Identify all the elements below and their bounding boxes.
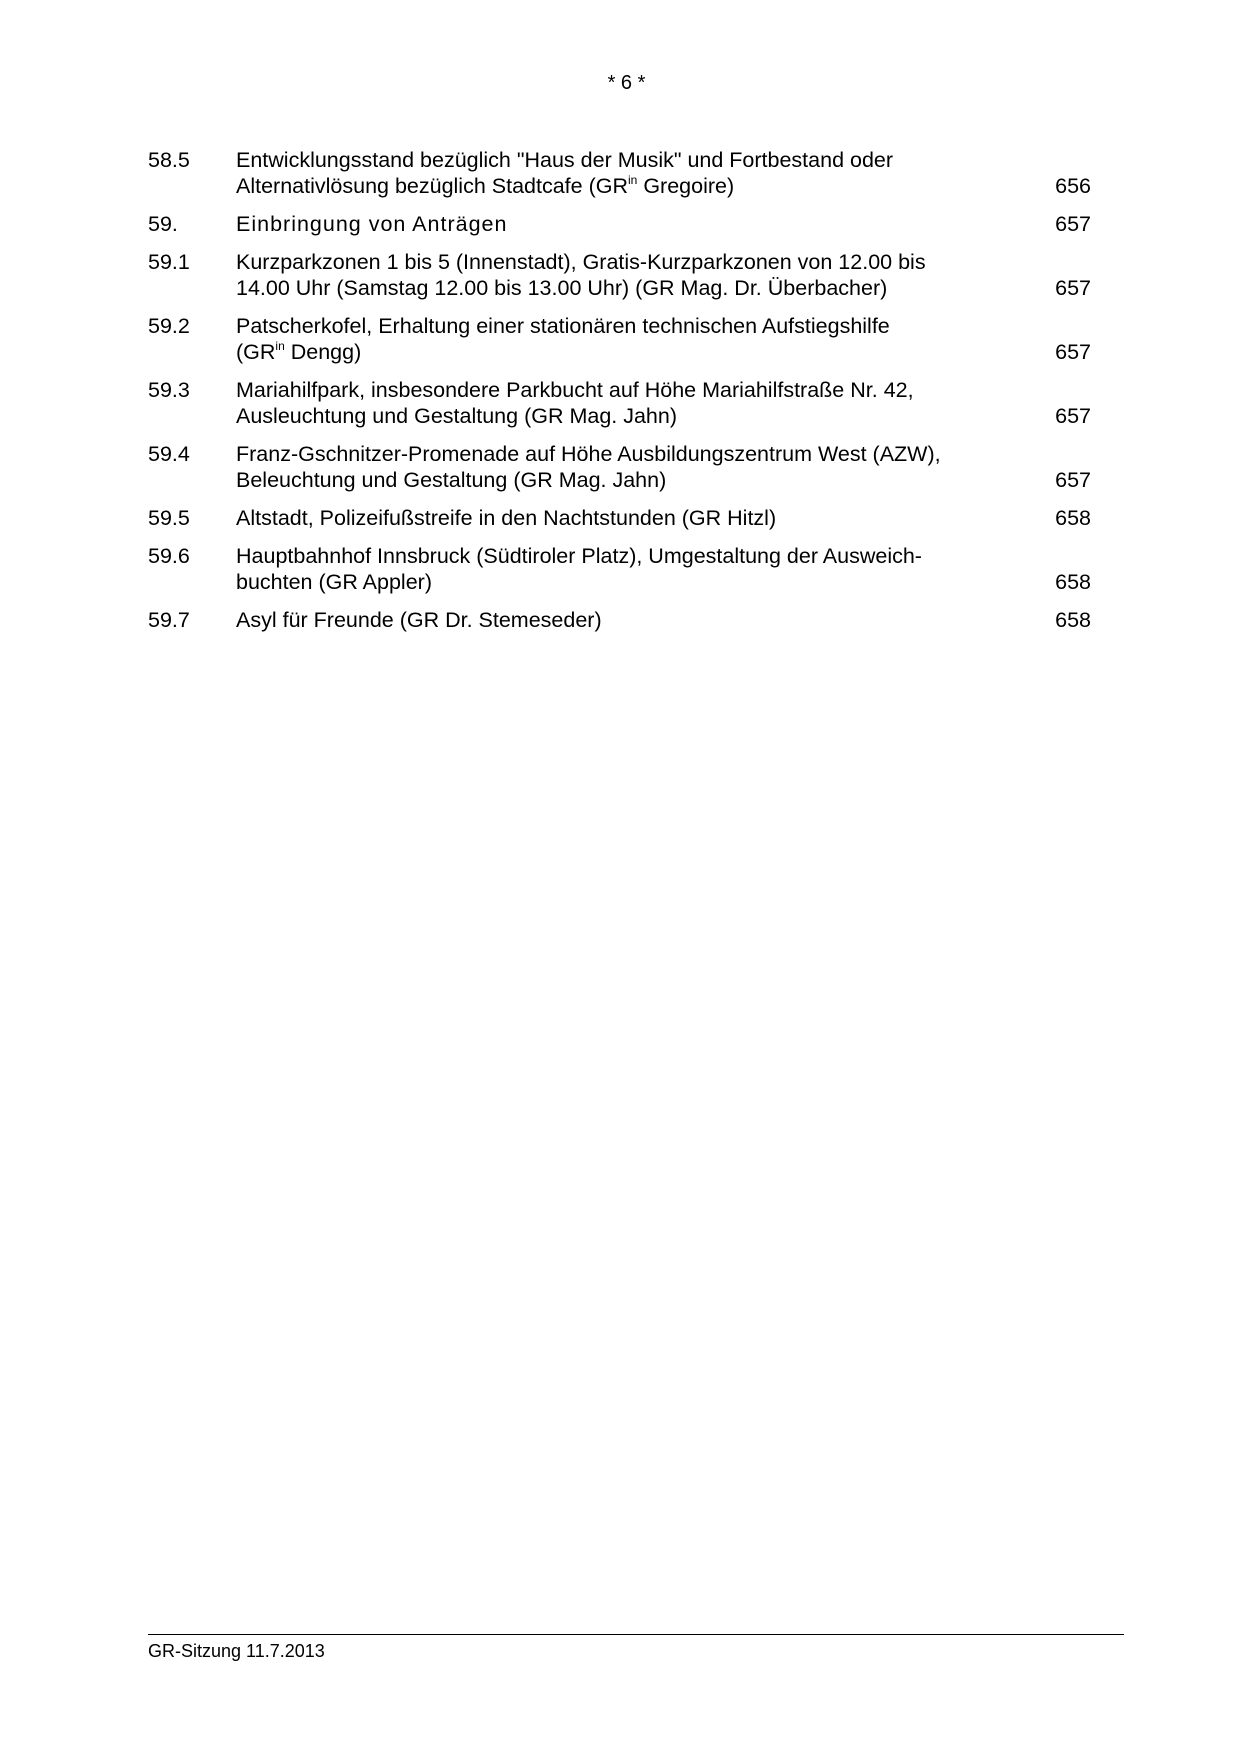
toc-entry-title [236,249,971,301]
toc-entry-number: 59.5 [148,506,190,530]
toc-entry-title-line [236,403,971,429]
toc-entry-page-number: 657 [1055,212,1091,236]
title-text: Ausleuchtung und Gestaltung (GR Mag. Jahn) [236,404,678,428]
toc-entry-page-number: 657 [1055,340,1091,364]
toc-entry [148,249,1091,301]
page-number: * 6 * [607,72,646,94]
title-text: buchten (GR Appler) [236,570,432,594]
toc-entry-title-line [236,441,971,467]
toc-entry-number: 59.3 [148,378,190,402]
title-superscript: in [275,339,285,353]
toc-entry-number: 58.5 [148,148,190,172]
toc-entry-title-line [236,249,971,275]
toc-entry-page-number: 657 [1055,468,1091,492]
title-text: Franz-Gschnitzer-Promenade auf Höhe Ausbildungszentrum West (AZW), [236,442,941,466]
toc-entry-title [236,441,971,493]
table-of-contents [148,147,1091,645]
toc-entry-page-number: 658 [1055,506,1091,530]
toc-entry-title-line [236,313,971,339]
title-text: Einbringung von Anträgen [236,212,508,236]
toc-entry-page-number: 657 [1055,276,1091,300]
title-text: Beleuchtung und Gestaltung (GR Mag. Jahn) [236,468,667,492]
title-text: Dengg) [284,340,362,364]
title-text: Entwicklungsstand bezüglich "Haus der Musik" und Fortbestand oder [236,148,894,172]
toc-entry-title [236,211,971,237]
toc-entry-title-line [236,275,971,301]
toc-entry-title-line [236,211,971,237]
footer-divider [148,1634,1124,1635]
toc-entry [148,147,1091,199]
toc-entry [148,505,1091,531]
toc-entry-title-line [236,339,971,365]
title-text: Patscherkofel, Erhaltung einer stationären technischen Aufstiegshilfe [236,314,890,338]
title-text: Gregoire) [637,174,735,198]
toc-entry-number: 59. [148,212,178,236]
toc-entry-number: 59.1 [148,250,190,274]
toc-entry-title [236,313,971,365]
title-superscript: in [628,173,638,187]
title-text: Mariahilfpark, insbesondere Parkbucht auf Höhe Mariahilfstraße Nr. 42, [236,378,914,402]
toc-entry [148,543,1091,595]
toc-entry-number: 59.2 [148,314,190,338]
title-text: 14.00 Uhr (Samstag 12.00 bis 13.00 Uhr) (GR Mag. Dr. Überbacher) [236,276,888,300]
toc-entry-title [236,147,971,199]
toc-entry-title-line [236,505,971,531]
toc-entry-number: 59.6 [148,544,190,568]
footer-meeting-date: GR-Sitzung 11.7.2013 [148,1641,325,1661]
toc-entry-title-line [236,607,971,633]
toc-entry-number: 59.4 [148,442,190,466]
title-text: Altstadt, Polizeifußstreife in den Nachtstunden (GR Hitzl) [236,506,777,530]
toc-entry [148,377,1091,429]
toc-entry-title-line [236,467,971,493]
toc-entry-title-line [236,569,971,595]
toc-entry-page-number: 658 [1055,608,1091,632]
title-text: Alternativlösung bezüglich Stadtcafe (GR [236,174,628,198]
toc-entry [148,607,1091,633]
toc-entry-title-line [236,147,971,173]
title-text: (GR [236,340,276,364]
toc-entry-title-line [236,173,971,199]
title-text: Kurzparkzonen 1 bis 5 (Innenstadt), Gratis-Kurzparkzonen von 12.00 bis [236,250,926,274]
toc-entry-title [236,377,971,429]
toc-entry-title [236,505,971,531]
toc-entry-title-line [236,377,971,403]
toc-entry [148,313,1091,365]
title-text: Hauptbahnhof Innsbruck (Südtiroler Platz), Umgestaltung der Ausweich- [236,544,922,568]
toc-entry [148,441,1091,493]
toc-entry-number: 59.7 [148,608,190,632]
toc-entry-page-number: 656 [1055,174,1091,198]
toc-entry-title-line [236,543,971,569]
toc-entry-title [236,543,971,595]
toc-entry-page-number: 657 [1055,404,1091,428]
title-text: Asyl für Freunde (GR Dr. Stemeseder) [236,608,602,632]
toc-entry-page-number: 658 [1055,570,1091,594]
toc-entry-title [236,607,971,633]
toc-entry [148,211,1091,237]
